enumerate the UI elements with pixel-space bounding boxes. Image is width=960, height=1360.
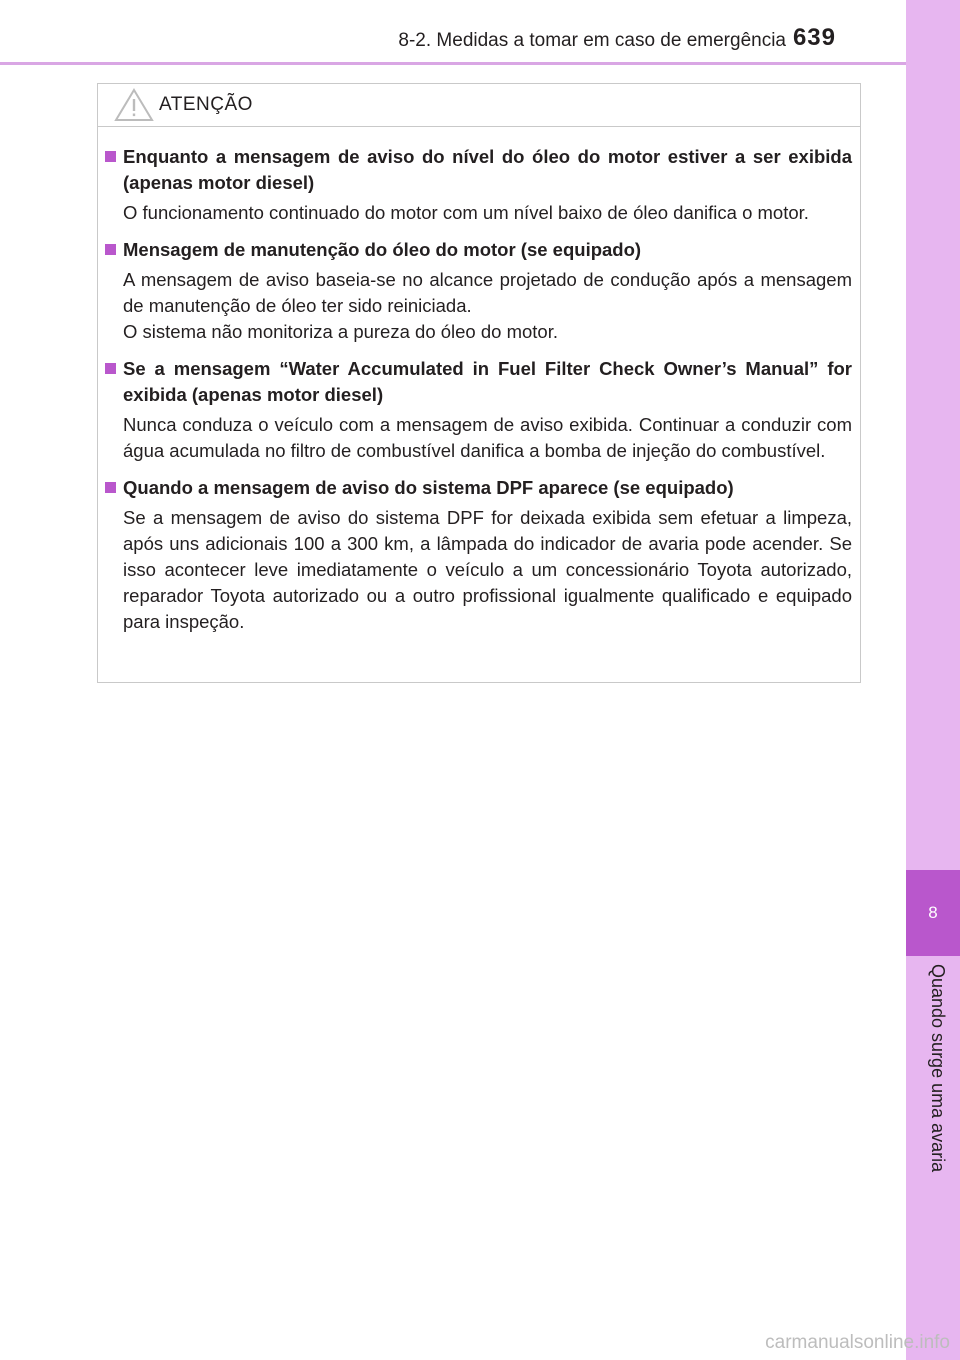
warning-item bbox=[105, 475, 852, 635]
section-title: 8-2. Medidas a tomar em caso de emergência bbox=[398, 30, 786, 51]
warning-item bbox=[105, 237, 852, 345]
item-body bbox=[105, 505, 852, 635]
warning-box bbox=[97, 83, 861, 683]
item-body bbox=[105, 412, 852, 464]
square-bullet-icon bbox=[105, 482, 116, 493]
item-body bbox=[105, 200, 852, 226]
item-paragraph: Se a mensagem de aviso do sistema DPF for deixada exibida sem efetuar a limpeza, após uns adicionais 100 a 300 km, a lâmpada do indicador de avaria pode acender. Se isso acontecer leve imediatamente o veículo a um concessionário Toyota autorizado, reparador Toyota autorizado ou a outro profissional igualmente qualificado e equipado para inspeção. bbox=[123, 507, 852, 632]
chapter-title: Quando surge uma avaria bbox=[928, 964, 948, 1173]
square-bullet-icon bbox=[105, 244, 116, 255]
item-body bbox=[105, 267, 852, 345]
watermark: carmanualsonline.info bbox=[765, 1332, 950, 1353]
warning-label: ATENÇÃO bbox=[159, 94, 253, 115]
square-bullet-icon bbox=[105, 151, 116, 162]
page-header bbox=[0, 0, 906, 62]
warning-item bbox=[105, 356, 852, 464]
item-title: Mensagem de manutenção do óleo do motor (se equipado) bbox=[123, 239, 642, 260]
chapter-tab bbox=[906, 870, 960, 956]
item-heading bbox=[105, 144, 852, 196]
item-heading bbox=[105, 237, 852, 263]
item-heading bbox=[105, 475, 852, 501]
item-paragraph: A mensagem de aviso baseia-se no alcance projetado de condução após a mensagem de manutenção de óleo ter sido reiniciada. bbox=[123, 269, 852, 316]
chapter-number: 8 bbox=[928, 903, 938, 922]
item-paragraph: Nunca conduza o veículo com a mensagem de aviso exibida. Continuar a conduzir com água acumulada no filtro de combustível danifica a bomba de injeção do combustível. bbox=[123, 414, 852, 461]
item-heading bbox=[105, 356, 852, 408]
item-title: Quando a mensagem de aviso do sistema DPF aparece (se equipado) bbox=[123, 477, 734, 498]
warning-header bbox=[98, 84, 860, 127]
warning-content bbox=[98, 127, 860, 635]
item-title: Enquanto a mensagem de aviso do nível do óleo do motor estiver a ser exibida (apenas motor diesel) bbox=[123, 146, 852, 193]
item-title: Se a mensagem “Water Accumulated in Fuel Filter Check Owner’s Manual” for exibida (apenas motor diesel) bbox=[123, 358, 852, 405]
warning-item bbox=[105, 144, 852, 226]
page-number: 639 bbox=[792, 24, 836, 51]
warning-triangle-icon bbox=[114, 88, 154, 122]
item-paragraph: O sistema não monitoriza a pureza do óleo do motor. bbox=[123, 321, 558, 342]
square-bullet-icon bbox=[105, 363, 116, 374]
header-rule bbox=[0, 62, 906, 65]
item-paragraph: O funcionamento continuado do motor com um nível baixo de óleo danifica o motor. bbox=[123, 202, 809, 223]
